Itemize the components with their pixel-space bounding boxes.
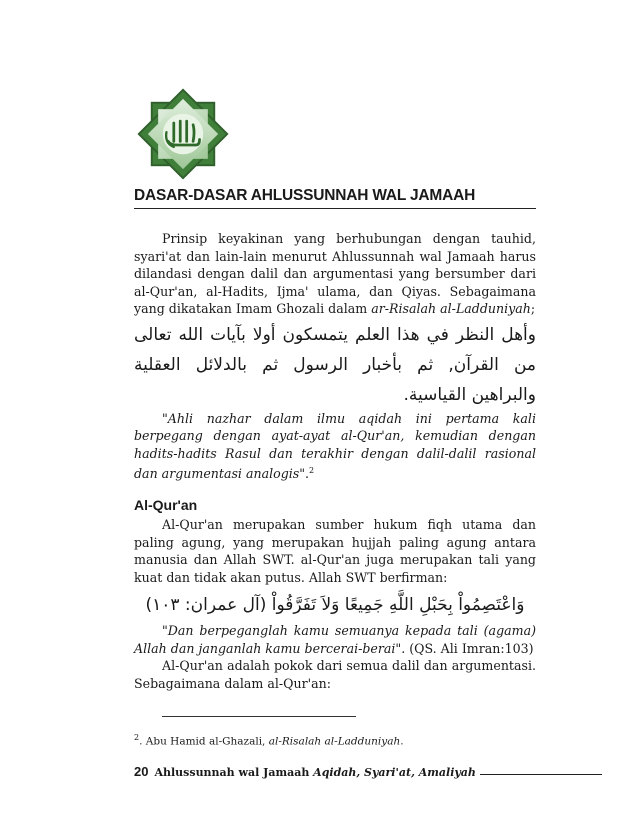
footnote-end: . (400, 735, 404, 748)
intro-paragraph (134, 230, 536, 318)
footnote-mark: 2 (134, 733, 140, 742)
arabic-quote: وأهل النظر في هذا العلم يتمسكون أولا بآيات الله تعالى من القرآن, ثم بأخبار الرسول ثم بالدلائل العقلية والبراهين القياسية. (134, 324, 536, 405)
quote-translation-text: "Ahli nazhar dalam ilmu aqidah ini pertama kali berpegang dengan ayat-ayat al-Qur'an, kemudian dengan hadits-hadits Rasul dan terakhir dengan dalil-dalil rasional dan argumentasi analogis". (134, 410, 536, 482)
footnote-divider (162, 716, 356, 717)
quran-paragraph-2: Al-Qur'an adalah pokok dari semua dalil dan argumentasi. Sebagaimana dalam al-Qur'an: (134, 658, 536, 691)
footer-rule (480, 774, 602, 775)
footer-subtitle: Aqidah, Syari'at, Amaliyah (313, 766, 476, 779)
verse-reference: (QS. Ali Imran:103) (405, 640, 534, 656)
section-title-quran: Al-Qur'an (134, 496, 198, 513)
page-number: 20 (134, 764, 149, 779)
page-footer (134, 764, 602, 779)
intro-source: ar-Risalah al-Ladduniyah (371, 301, 531, 316)
footnote-author: . Abu Hamid al-Ghazali, (139, 735, 269, 748)
verse-translation (134, 622, 536, 657)
footnote-title: al-Risalah al-Ladduniyah (268, 735, 401, 748)
verse-translation-text: "Dan berpeganglah kamu semuanya kepada tali (agama) Allah dan janganlah kamu bercerai-berai". (134, 623, 536, 656)
intro-text: Prinsip keyakinan yang berhubungan dengan tauhid, syari'at dan lain-lain menurut Ahlussunnah wal Jamaah harus dilandasi dengan dalil dan argumentasi yang bersumber dari al-Qur'an, al-Hadits, Ijma' ulama, dan Qiyas. Sebagaimana yang dikatakan Imam Ghozali dalam (134, 231, 536, 316)
quote-translation (134, 410, 536, 483)
allah-calligraphy-star-icon (137, 88, 229, 180)
intro-suffix: ; (530, 301, 536, 316)
footnote (134, 733, 404, 748)
footer-book-title: Ahlussunnah wal Jamaah (154, 766, 314, 779)
quran-verse: وَاعْتَصِمُواْ بِحَبْلِ اللَّهِ جَمِيعًا وَلاَ تَفَرَّقُواْ (آل عمران: ١٠٣) (145, 595, 525, 616)
chapter-title: DASAR-DASAR AHLUSSUNNAH WAL JAMAAH (134, 187, 536, 209)
page-body (134, 230, 536, 692)
footnote-reference[interactable]: 2 (309, 466, 315, 475)
quran-paragraph-1: Al-Qur'an merupakan sumber hukum fiqh utama dan paling agung, yang merupakan hujjah paling agung antara manusia dan Allah SWT. al-Qur'an juga merupakan tali yang kuat dan tidak akan putus. Allah SWT berfirman: (134, 517, 536, 585)
